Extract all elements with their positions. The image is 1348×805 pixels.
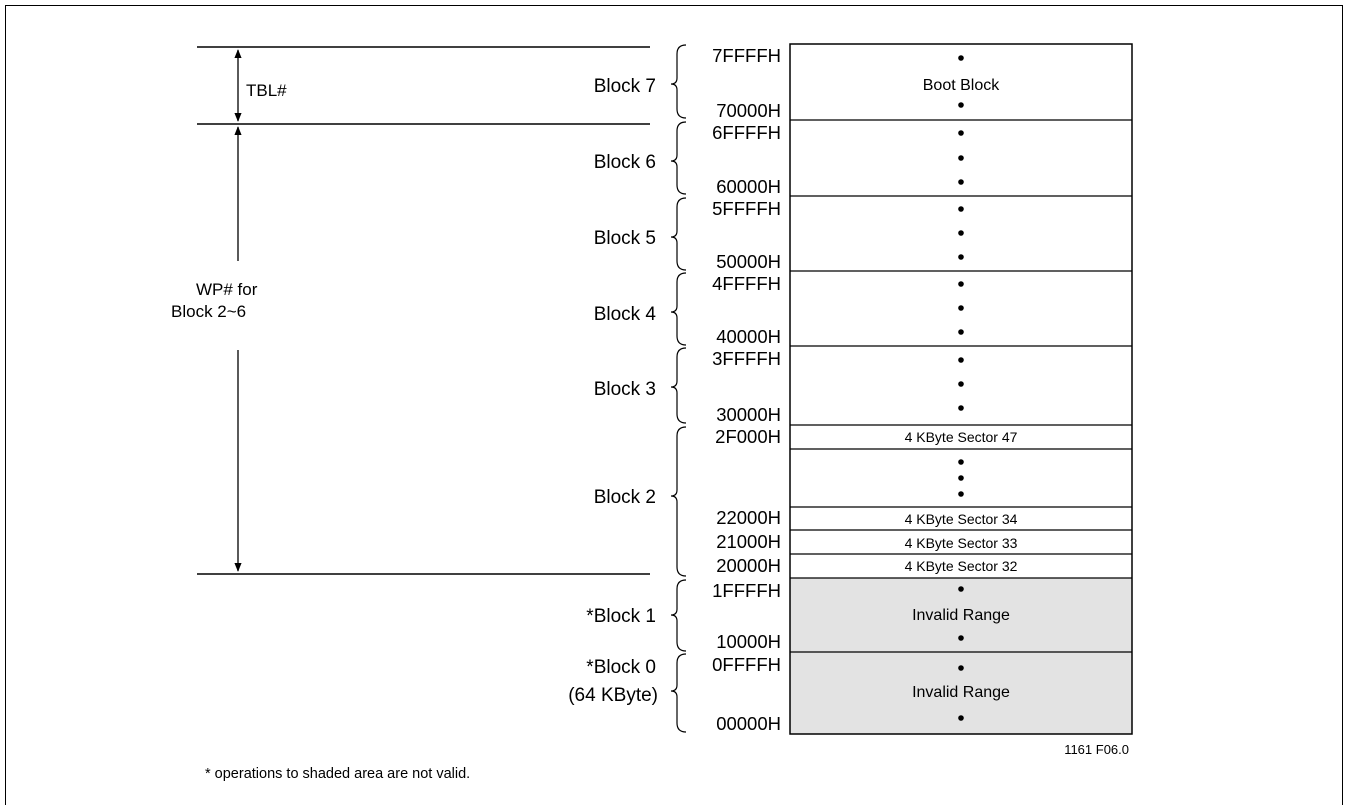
sector47-label: 4 KByte Sector 47 (904, 429, 1018, 445)
sector33-label: 4 KByte Sector 33 (904, 535, 1018, 551)
addr-6ffffh: 6FFFFH (712, 122, 781, 143)
addr-7ffffh: 7FFFFH (712, 45, 781, 66)
tbl-label: TBL# (246, 81, 287, 100)
addr-2f000h: 2F000H (715, 426, 781, 447)
block2-label: Block 2 (593, 487, 656, 508)
block5-label: Block 5 (593, 228, 656, 249)
block3-label: Block 3 (593, 379, 656, 400)
block1-label: *Block 1 (586, 606, 656, 627)
sector32-label: 4 KByte Sector 32 (904, 558, 1018, 574)
addr-50000h: 50000H (716, 251, 781, 272)
addr-3ffffh: 3FFFFH (712, 348, 781, 369)
addr-40000h: 40000H (716, 326, 781, 347)
addr-30000h: 30000H (716, 404, 781, 425)
sector34-label: 4 KByte Sector 34 (904, 511, 1018, 527)
block6-label: Block 6 (593, 152, 656, 173)
block4-label: Block 4 (593, 304, 656, 325)
addr-4ffffh: 4FFFFH (712, 273, 781, 294)
block0-label: *Block 0 (586, 657, 656, 678)
addr-0ffffh: 0FFFFH (712, 654, 781, 675)
block0-size-label: (64 KByte) (568, 685, 658, 706)
wp-label-line2: Block 2~6 (171, 302, 247, 321)
addr-5ffffh: 5FFFFH (712, 198, 781, 219)
wp-label-line1: WP# for (196, 280, 258, 299)
block1-content: Invalid Range (912, 607, 1010, 624)
footnote: * operations to shaded area are not valid. (205, 766, 471, 782)
addr-60000h: 60000H (716, 176, 781, 197)
figure-id: 1161 F06.0 (1064, 742, 1129, 757)
block7-label: Block 7 (593, 76, 656, 97)
addr-10000h: 10000H (716, 631, 781, 652)
addr-21000h: 21000H (716, 531, 781, 552)
address-braces (671, 45, 686, 732)
block7-content: Boot Block (922, 77, 1000, 94)
block0-content: Invalid Range (912, 684, 1010, 701)
addr-1ffffh: 1FFFFH (712, 580, 781, 601)
addr-00000h: 00000H (716, 713, 781, 734)
addr-22000h: 22000H (716, 507, 781, 528)
addr-70000h: 70000H (716, 100, 781, 121)
addr-20000h: 20000H (716, 555, 781, 576)
